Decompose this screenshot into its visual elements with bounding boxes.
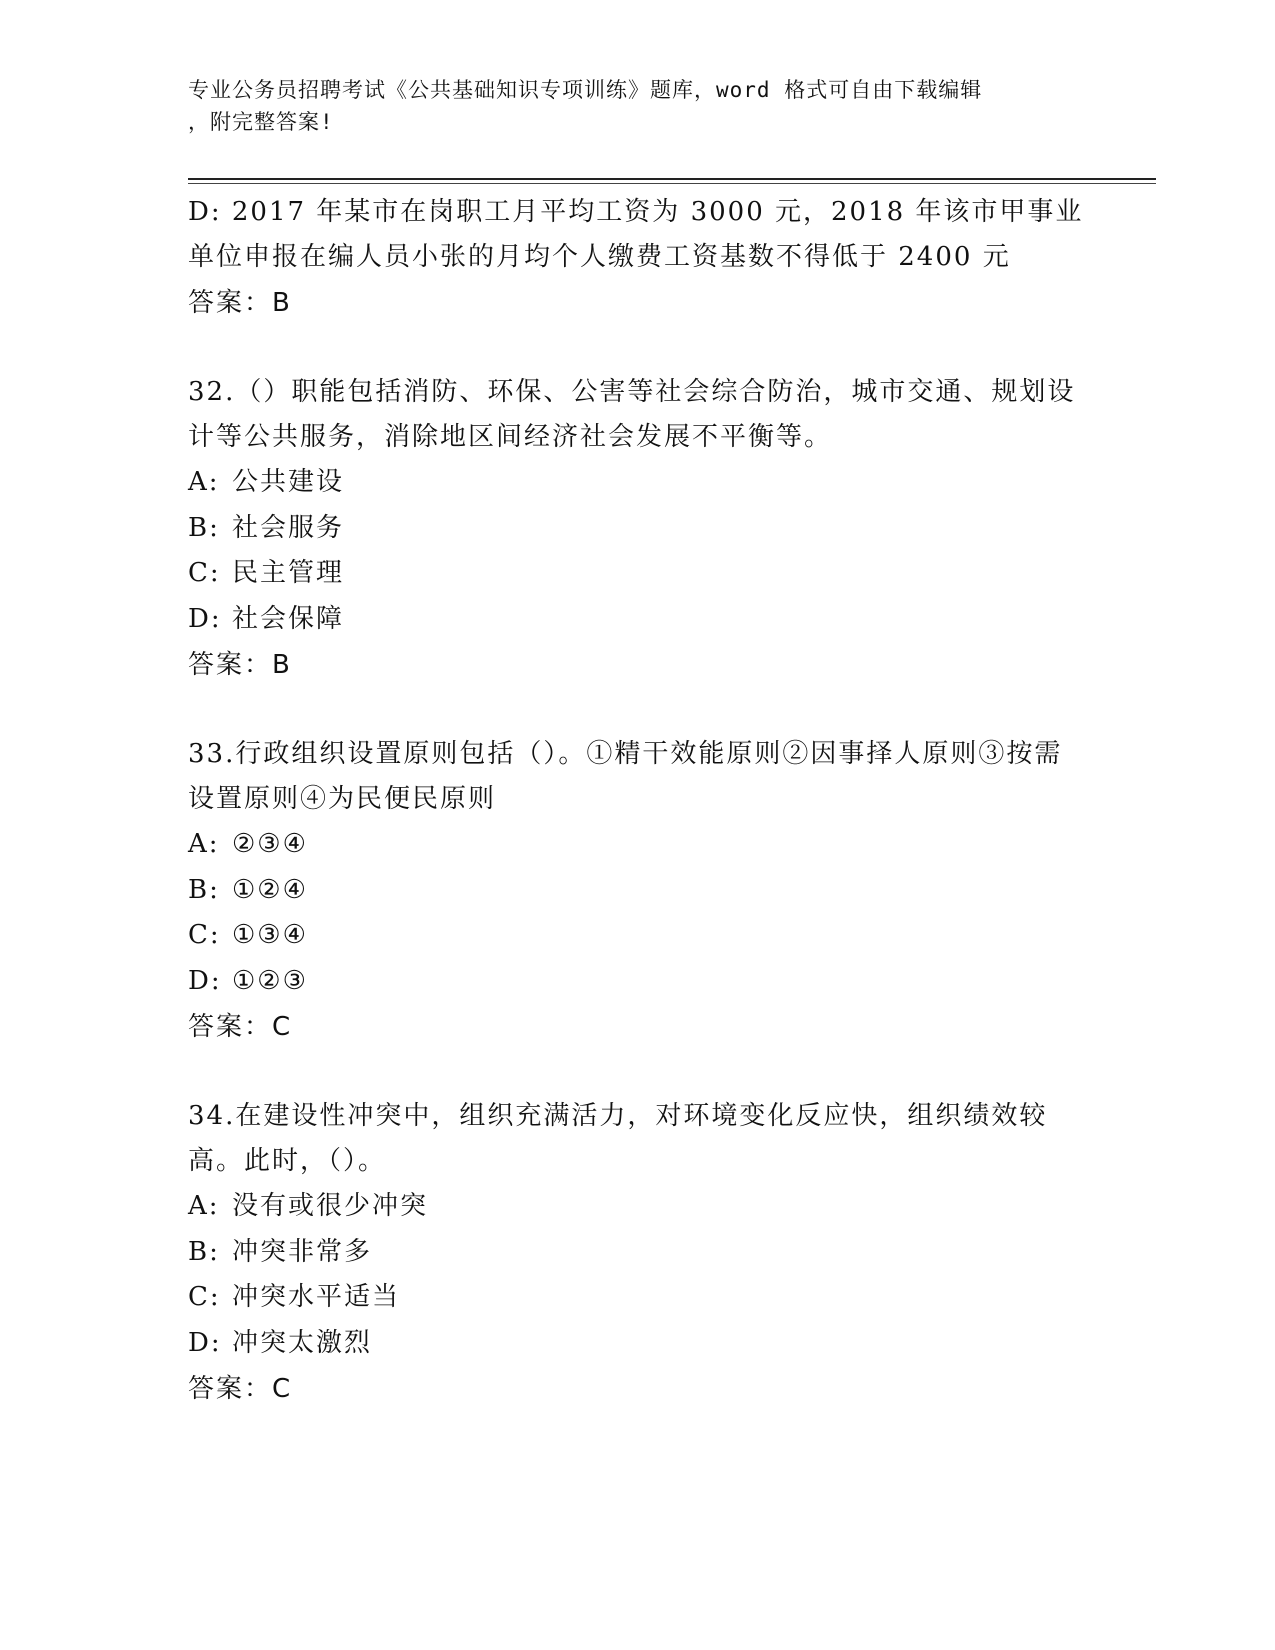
option-a	[188, 1184, 1088, 1230]
option-text: ①②③	[232, 965, 308, 996]
question-stem: 32.（）职能包括消防、环保、公害等社会综合防治，城市交通、规划设计等公共服务，消除地区间经济社会发展不平衡等。	[188, 377, 1076, 452]
option-label: A:	[188, 829, 220, 859]
option-label: D:	[188, 1327, 222, 1358]
option-c	[188, 913, 1088, 959]
option-d-fragment: D: 2017 年某市在岗职工月平均工资为 3000 元，2018 年该市甲事业单位申报在编人员小张的月均个人缴费工资基数不得低于 2400 元	[188, 197, 1084, 272]
option-label: C:	[188, 920, 221, 950]
option-c	[188, 1275, 1088, 1321]
document-header	[188, 74, 1068, 138]
spacer	[188, 326, 1088, 370]
option-text: ①③④	[232, 920, 308, 950]
option-b	[188, 1230, 1088, 1276]
option-text: 公共建设	[232, 467, 345, 497]
question-32	[188, 370, 1088, 688]
option-label: A:	[188, 1191, 220, 1221]
answer: 答案：B	[188, 650, 292, 680]
spacer	[188, 688, 1088, 732]
option-text: 冲突太激烈	[232, 1327, 373, 1358]
option-label: C:	[188, 558, 221, 588]
option-text: 社会服务	[232, 512, 345, 543]
spacer	[188, 1050, 1088, 1094]
option-b	[188, 868, 1088, 914]
option-a	[188, 822, 1088, 868]
question-stem: 34.在建设性冲突中，组织充满活力，对环境变化反应快，组织绩效较高。此时，（）。	[188, 1101, 1048, 1176]
option-c	[188, 551, 1088, 597]
option-text: 社会保障	[232, 603, 345, 634]
option-b	[188, 506, 1088, 552]
option-text: 民主管理	[232, 558, 345, 588]
header-rule-thin	[188, 183, 1156, 184]
option-text: 冲突非常多	[232, 1236, 373, 1267]
option-label: D:	[188, 965, 222, 996]
header-rule-thick	[188, 178, 1156, 180]
option-d	[188, 959, 1088, 1005]
option-text: ①②④	[232, 874, 308, 905]
option-label: A:	[188, 467, 220, 497]
option-text: ②③④	[232, 829, 308, 859]
header-line-1: 专业公务员招聘考试《公共基础知识专项训练》题库，word 格式可自由下载编辑	[188, 78, 983, 102]
option-label: B:	[188, 874, 220, 905]
document-body	[188, 190, 1088, 1412]
answer-fragment: 答案：B	[188, 288, 292, 318]
option-d	[188, 1321, 1088, 1367]
question-33	[188, 732, 1088, 1050]
option-text: 冲突水平适当	[232, 1282, 401, 1312]
option-label: C:	[188, 1282, 221, 1312]
header-line-2: ，附完整答案!	[188, 110, 334, 134]
question-stem: 33.行政组织设置原则包括（）。①精干效能原则②因事择人原则③按需设置原则④为民便民原则	[188, 739, 1063, 814]
option-a	[188, 460, 1088, 506]
answer: 答案：C	[188, 1012, 293, 1042]
option-label: B:	[188, 512, 220, 543]
question-34	[188, 1094, 1088, 1412]
option-d	[188, 597, 1088, 643]
option-label: D:	[188, 603, 222, 634]
option-label: B:	[188, 1236, 220, 1267]
answer: 答案：C	[188, 1374, 293, 1404]
option-text: 没有或很少冲突	[232, 1191, 429, 1221]
